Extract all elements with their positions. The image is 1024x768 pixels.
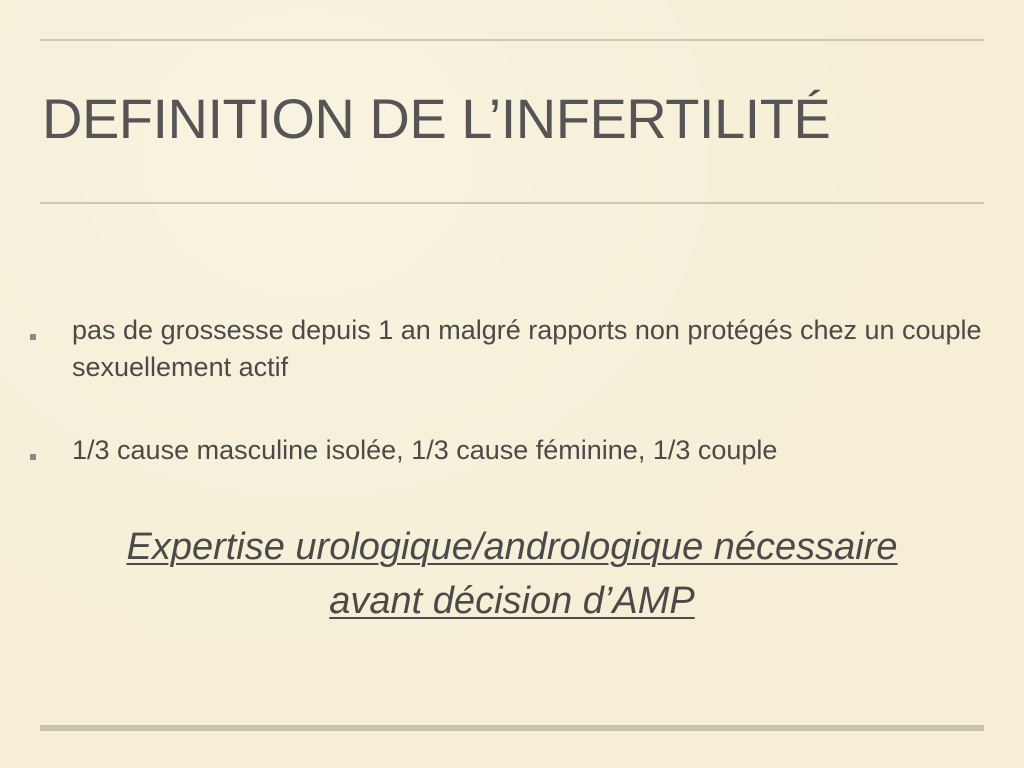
bullet-list (30, 312, 990, 469)
bullet-text: pas de grossesse depuis 1 an malgré rapports non protégés chez un couple sexuellement actif (72, 315, 982, 382)
square-bullet-icon (30, 454, 36, 460)
bullet-text: 1/3 cause masculine isolée, 1/3 cause féminine, 1/3 couple (72, 435, 778, 465)
emphasis-note-line-2: avant décision d’AMP (329, 580, 695, 622)
bullet-item (30, 312, 990, 386)
square-bullet-icon (30, 334, 36, 340)
emphasis-note-line-1: Expertise urologique/andrologique nécessaire (126, 526, 898, 568)
bullet-item (30, 432, 990, 469)
bottom-divider (40, 725, 984, 731)
title-divider (40, 202, 984, 204)
top-divider (40, 39, 984, 41)
emphasis-note (30, 520, 994, 628)
slide-title: DEFINITION DE L’INFERTILITÉ (42, 87, 831, 150)
